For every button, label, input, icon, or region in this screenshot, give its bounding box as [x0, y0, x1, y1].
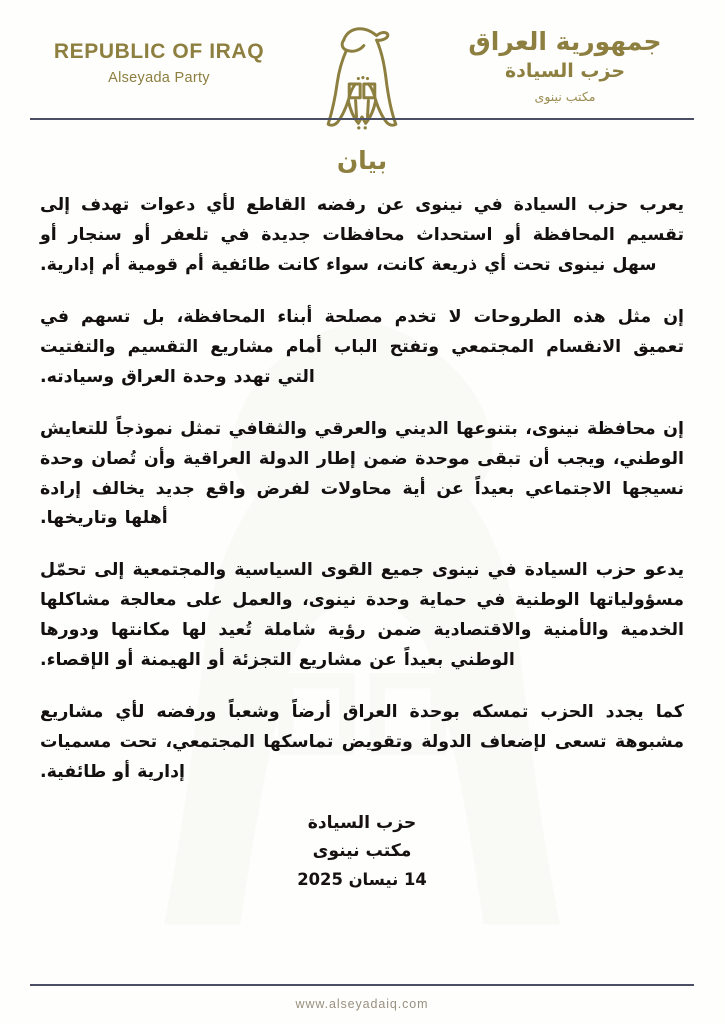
statement-paragraph: كما يجدد الحزب تمسكه بوحدة العراق أرضاً وشعباً ورفضه لأي مشاريع مشبوهة تسعى لإضعاف الدولة وتقويض تماسكها المجتمعي، تحت مسميات إدارية أو طائفية.: [40, 702, 684, 782]
statement-paragraph: يعرب حزب السيادة في نينوى عن رفضه القاطع لأي دعوات تهدف إلى تقسيم المحافظة أو استحداث محافظات جديدة في تلعفر أو سنجار أو سهل نينوى تحت أي ذريعة كانت، سواء كانت طائفية أم قومية أم إدارية.: [40, 195, 684, 275]
party-name-ar: حزب السيادة: [504, 60, 626, 83]
signature-date: 14 نيسان 2025: [297, 869, 427, 889]
header-right-branding: [440, 18, 690, 104]
statement-paragraph: يدعو حزب السيادة في نينوى جميع القوى السياسية والمجتمعية إلى تحمّل مسؤولياتها الوطنية في حماية وحدة نينوى، والعمل على معالجة مشاكلها الخدمية والأمنية والاقتصادية ضمن رؤية شاملة تُعيد لها مكانتها ودورها الوطني بعيداً عن مشاريع التجزئة أو الهيمنة أو الإقصاء.: [40, 560, 684, 671]
falcon-emblem-icon: [316, 20, 408, 132]
statement-paragraph: إن محافظة نينوى، بتنوعها الديني والعرقي والثقافي تمثل نموذجاً للتعايش الوطني، ويجب أن تبقى موحدة ضمن إطار الدولة العراقية وأن تُصان وحدة نسيجها الاجتماعي بعيداً عن أية محاولات لفرض واقع جديد يخالف إرادة أهلها وتاريخها.: [40, 418, 684, 529]
signature-block: [40, 810, 684, 894]
party-name-en: Alseyada Party: [108, 70, 210, 87]
organization-name-en: REPUBLIC OF IRAQ: [53, 40, 265, 63]
header-left-branding: [34, 18, 284, 86]
organization-name-ar: جمهورية العراق: [468, 27, 662, 56]
website-url[interactable]: www.alseyadaiq.com: [295, 997, 429, 1011]
signature-office: مكتب نينوى: [312, 840, 412, 861]
page-title: بيان: [336, 146, 388, 175]
header-logo: [302, 18, 422, 132]
document-body: [0, 120, 724, 894]
document-footer: [0, 984, 724, 1024]
statement-paragraph: إن مثل هذه الطروحات لا تخدم مصلحة أبناء المحافظة، بل تسهم في تعميق الانقسام المجتمعي وتفتح الباب أمام مشاريع التقسيم والتفتيت التي تهدد وحدة العراق وسيادته.: [40, 306, 684, 387]
document-header: [0, 0, 724, 112]
signature-party: حزب السيادة: [307, 812, 417, 833]
office-name-ar: مكتب نينوى: [534, 88, 596, 104]
